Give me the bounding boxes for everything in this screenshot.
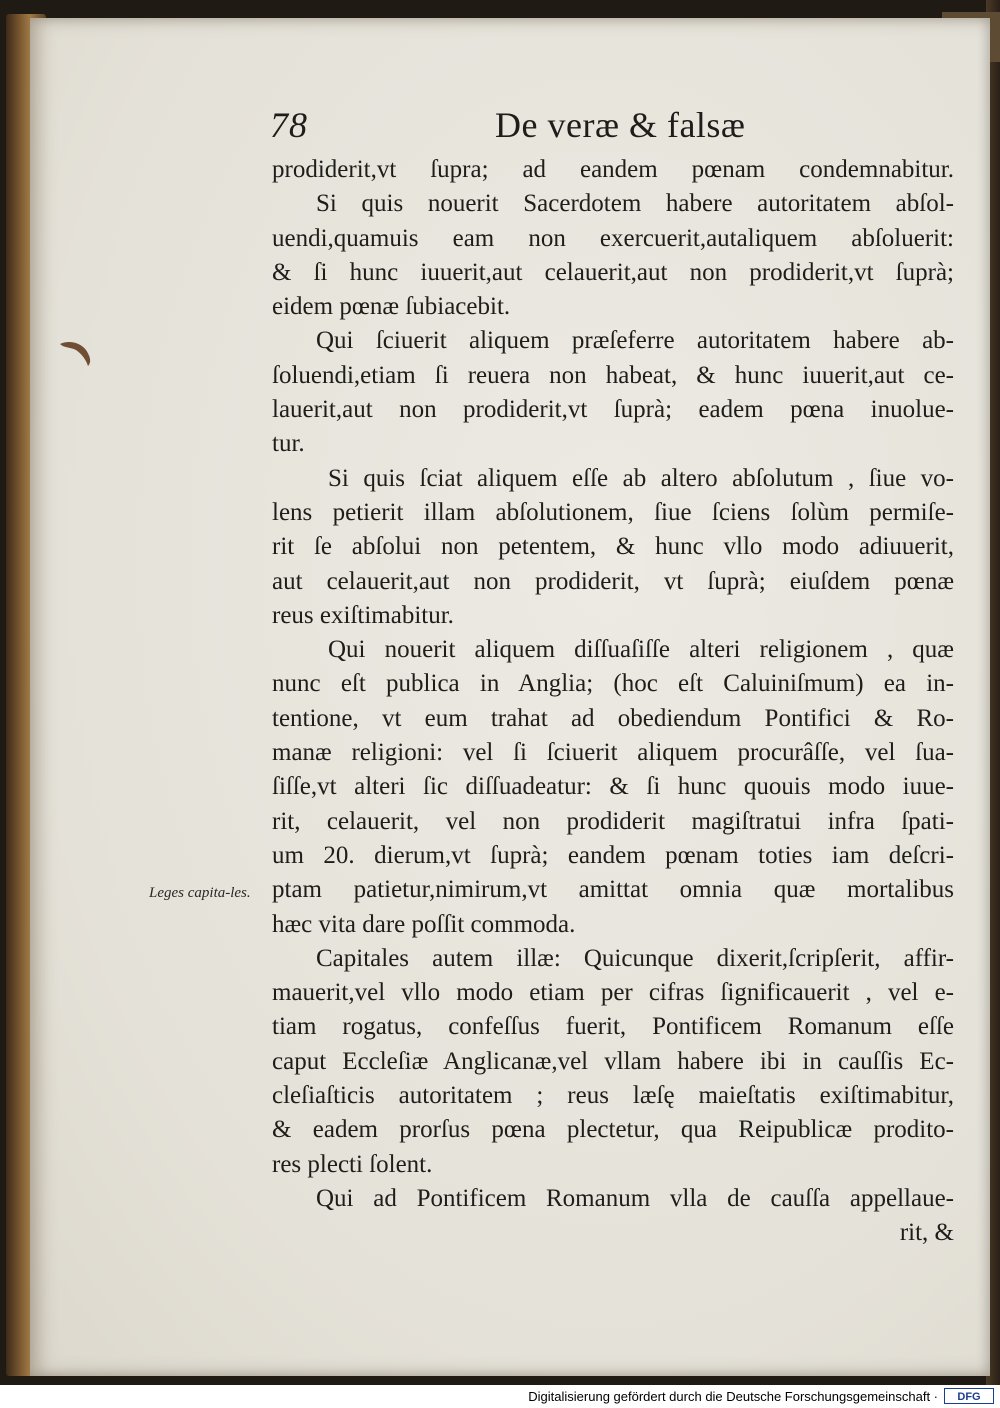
text-line: manæ religioni: vel ſi ſciuerit aliquem procurâſſe, vel ſua- bbox=[272, 739, 954, 767]
footer-credit: Digitalisierung gefördert durch die Deutsche Forschungsgemeinschaft · bbox=[528, 1389, 938, 1404]
footer-bar bbox=[0, 1385, 1000, 1408]
text-line: Qui nouerit aliquem diſſuaſiſſe alteri religionem , quæ bbox=[328, 636, 954, 664]
text-line: um 20. dierum,vt ſuprà; eandem pœnam toties iam deſcri- bbox=[272, 841, 954, 869]
text-line: eidem pœnæ ſubiacebit. bbox=[272, 293, 511, 321]
text-line: reus exiſtimabitur. bbox=[272, 601, 454, 629]
text-line: Si quis nouerit Sacerdotem habere autoritatem abſol- bbox=[316, 190, 954, 218]
text-line: res plecti ſolent. bbox=[272, 1150, 433, 1178]
text-line: cleſiaſticis autoritatem ; reus læſę maieſtatis exiſtimabitur, bbox=[272, 1082, 954, 1110]
dfg-logo: DFG bbox=[944, 1388, 994, 1404]
text-line: & eadem prorſus pœna plectetur, qua Reipublicæ prodito- bbox=[272, 1116, 954, 1144]
text-line: nunc eſt publica in Anglia; (hoc eſt Caluiniſmum) ea in- bbox=[272, 670, 954, 698]
page-number: 78 bbox=[270, 105, 308, 145]
text-line: tentione, vt eum trahat ad obediendum Pontifici & Ro- bbox=[272, 704, 954, 732]
text-line: mauerit,vel vllo modo etiam per cifras ſignificauerit , vel e- bbox=[272, 979, 954, 1007]
margin-note: Leges capita-les. bbox=[149, 885, 251, 901]
text-line: ptam patietur,nimirum,vt amittat omnia quæ mortalibus bbox=[272, 876, 954, 904]
text-line: lens petierit illam abſolutionem, ſiue ſciens ſolùm permiſe- bbox=[272, 498, 954, 526]
text-line: caput Eccleſiæ Anglicanæ,vel vllam habere ibi in cauſſis Ec- bbox=[272, 1047, 954, 1075]
text-line: rit ſe abſolui non petentem, & hunc vllo modo adiuuerit, bbox=[272, 533, 954, 561]
text-line: Qui ad Pontificem Romanum vlla de cauſſa appellaue- bbox=[316, 1184, 954, 1212]
text-line: ſiſſe,vt alteri ſic diſſuadeatur: & ſi hunc quouis modo iuue- bbox=[272, 773, 954, 801]
page-header bbox=[270, 104, 950, 156]
text-line: rit, celauerit, vel non prodiderit magiſtratui infra ſpati- bbox=[272, 807, 954, 835]
text-line: Qui ſciuerit aliquem præſeferre autoritatem habere ab- bbox=[316, 327, 954, 355]
text-line: aut celauerit,aut non prodiderit, vt ſuprà; eiuſdem pœnæ bbox=[272, 567, 954, 595]
text-line: & ſi hunc iuuerit,aut celauerit,aut non prodiderit,vt ſuprà; bbox=[272, 258, 954, 286]
text-line: Capitales autem illæ: Quicunque dixerit,ſcripſerit, affir- bbox=[316, 944, 954, 972]
body-text bbox=[272, 153, 954, 1251]
text-line: hæc vita dare poſſit commoda. bbox=[272, 910, 576, 938]
text-line: uendi,quamuis eam non exercuerit,autaliquem abſoluerit: bbox=[272, 224, 954, 252]
text-line: tiam rogatus, confeſſus fuerit, Pontificem Romanum eſſe bbox=[272, 1013, 954, 1041]
text-line: prodiderit,vt ſupra; ad eandem pœnam condemnabitur. bbox=[272, 156, 954, 183]
text-line: lauerit,aut non prodiderit,vt ſuprà; eadem pœna inuolue- bbox=[272, 396, 954, 424]
text-line: tur. bbox=[272, 430, 305, 458]
running-title: De veræ & falsæ bbox=[495, 105, 746, 145]
catchword-line: rit, & bbox=[899, 1219, 954, 1247]
ink-stain-icon bbox=[58, 338, 96, 368]
text-line: Si quis ſciat aliquem eſſe ab altero abſolutum , ſiue vo- bbox=[328, 464, 954, 492]
text-line: ſoluendi,etiam ſi reuera non habeat, & hunc iuuerit,aut ce- bbox=[272, 361, 954, 389]
